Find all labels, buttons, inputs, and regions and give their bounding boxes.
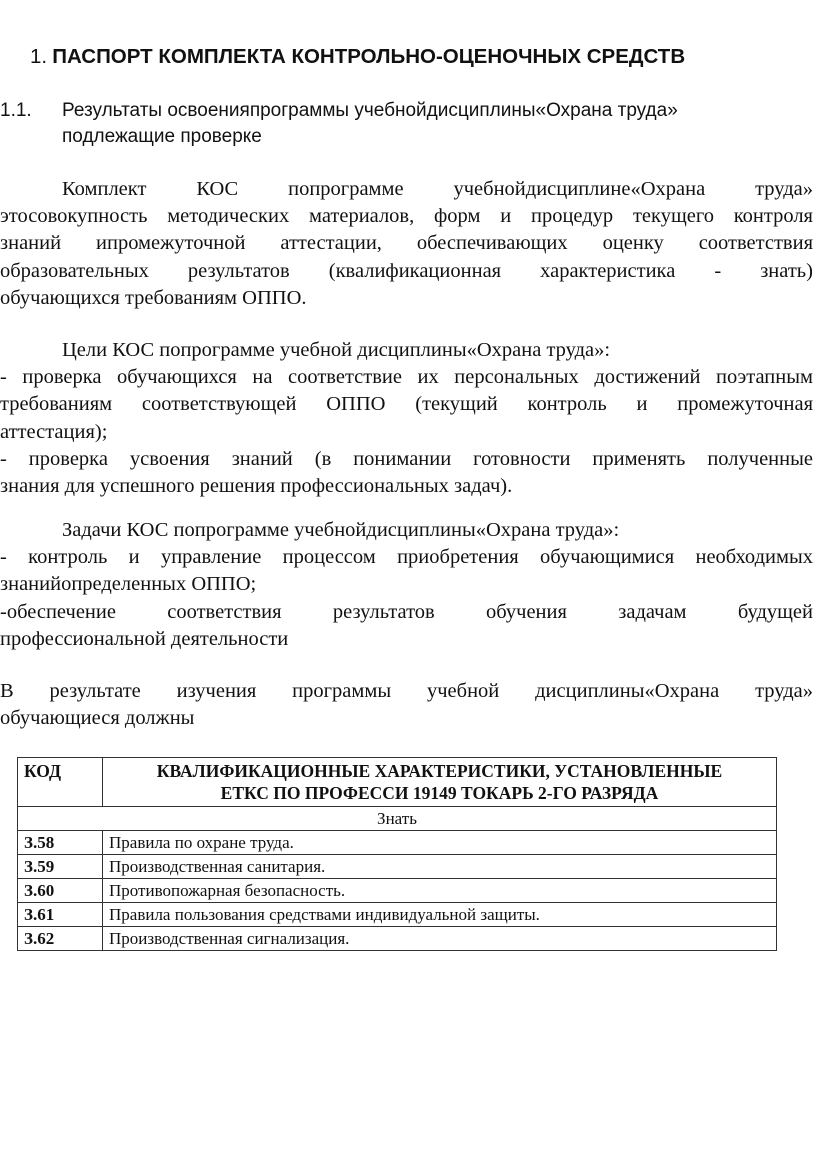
table-header-row [18,758,777,807]
table-cell-text: Правила по охране труда. [103,831,777,855]
paragraph-line: этосовокупность методических материалов, форм и процедур текущего контроля [0,205,813,228]
table-header-title [103,758,777,807]
paragraph-line: профессиональной деятельности [0,627,289,650]
paragraph-kos-tasks [0,517,813,653]
paragraph-line: знанийопределенных ОППО; [0,573,257,596]
qualification-table [17,757,777,951]
paragraph-line: Комплект КОС попрограмме учебнойдисциплине«Охрана труда» [62,178,813,200]
subheading-line: Результаты освоенияпрограммы учебнойдисциплины«Охрана труда» [62,100,678,121]
paragraph-line: - проверка усвоения знаний (в понимании готовности применять полученные [0,447,813,470]
table-cell-code: З.62 [18,927,103,951]
paragraph-line: Цели КОС попрограмме учебной дисциплины«Охрана труда»: [62,339,611,361]
table-header-title-line: ЕТКС ПО ПРОФЕССИ 19149 ТОКАРЬ 2-ГО РАЗРЯДА [220,783,659,803]
subheading-line: подлежащие проверке [62,126,262,147]
paragraph-line: - контроль и управление процессом приобретения обучающимися необходимых [0,546,813,569]
table-cell-text: Производственная сигнализация. [103,927,777,951]
paragraph-line: В результате изучения программы учебной дисциплины«Охрана труда» [0,680,813,702]
table-header-title-line: КВАЛИФИКАЦИОННЫЕ ХАРАКТЕРИСТИКИ, УСТАНОВЛЕННЫЕ [156,761,723,781]
table-cell-text: Противопожарная безопасность. [103,879,777,903]
paragraph-line: обучающихся требованиям ОППО. [0,286,307,309]
paragraph-line: -обеспечение соответствия результатов обучения задачам будущей [0,600,813,623]
table-section-row [18,807,777,831]
paragraph-line: Задачи КОС попрограмме учебнойдисциплины«Охрана труда»: [62,519,620,541]
table-row [18,855,777,879]
paragraph-line: знания для успешного решения профессиональных задач). [0,475,513,498]
table-cell-text: Правила пользования средствами индивидуальной защиты. [103,903,777,927]
paragraph-line: требованиям соответствующей ОППО (текущий контроль и промежуточная [0,393,813,416]
table-cell-code: З.58 [18,831,103,855]
heading-title: ПАСПОРТ КОМПЛЕКТА КОНТРОЛЬНО-ОЦЕНОЧНЫХ СРЕДСТВ [52,45,686,68]
paragraph-line: - проверка обучающихся на соответствие их персональных достижений поэтапным [0,366,813,389]
heading-number: 1. [30,45,48,68]
subheading-text [62,98,790,150]
paragraph-line: обучающиеся должны [0,707,195,730]
paragraph-kos-definition [0,176,813,312]
paragraph-line: образовательных результатов (квалификационная характеристика - знать) [0,259,813,282]
table-row [18,903,777,927]
paragraph-study-results [0,678,813,732]
paragraph-kos-goals [0,337,813,500]
table-cell-text: Производственная санитария. [103,855,777,879]
table-cell-code: З.59 [18,855,103,879]
table-section-label: Знать [18,807,777,831]
paragraph-line: аттестация); [0,420,108,443]
table-row [18,879,777,903]
document-heading [30,44,800,70]
table-cell-code: З.60 [18,879,103,903]
paragraph-line: знаний ипромежуточной аттестации, обеспечивающих оценку соответствия [0,232,813,255]
table-row [18,831,777,855]
subheading-number: 1.1. [0,100,32,121]
table-cell-code: З.61 [18,903,103,927]
table-row [18,927,777,951]
table-header-code: КОД [18,758,103,807]
